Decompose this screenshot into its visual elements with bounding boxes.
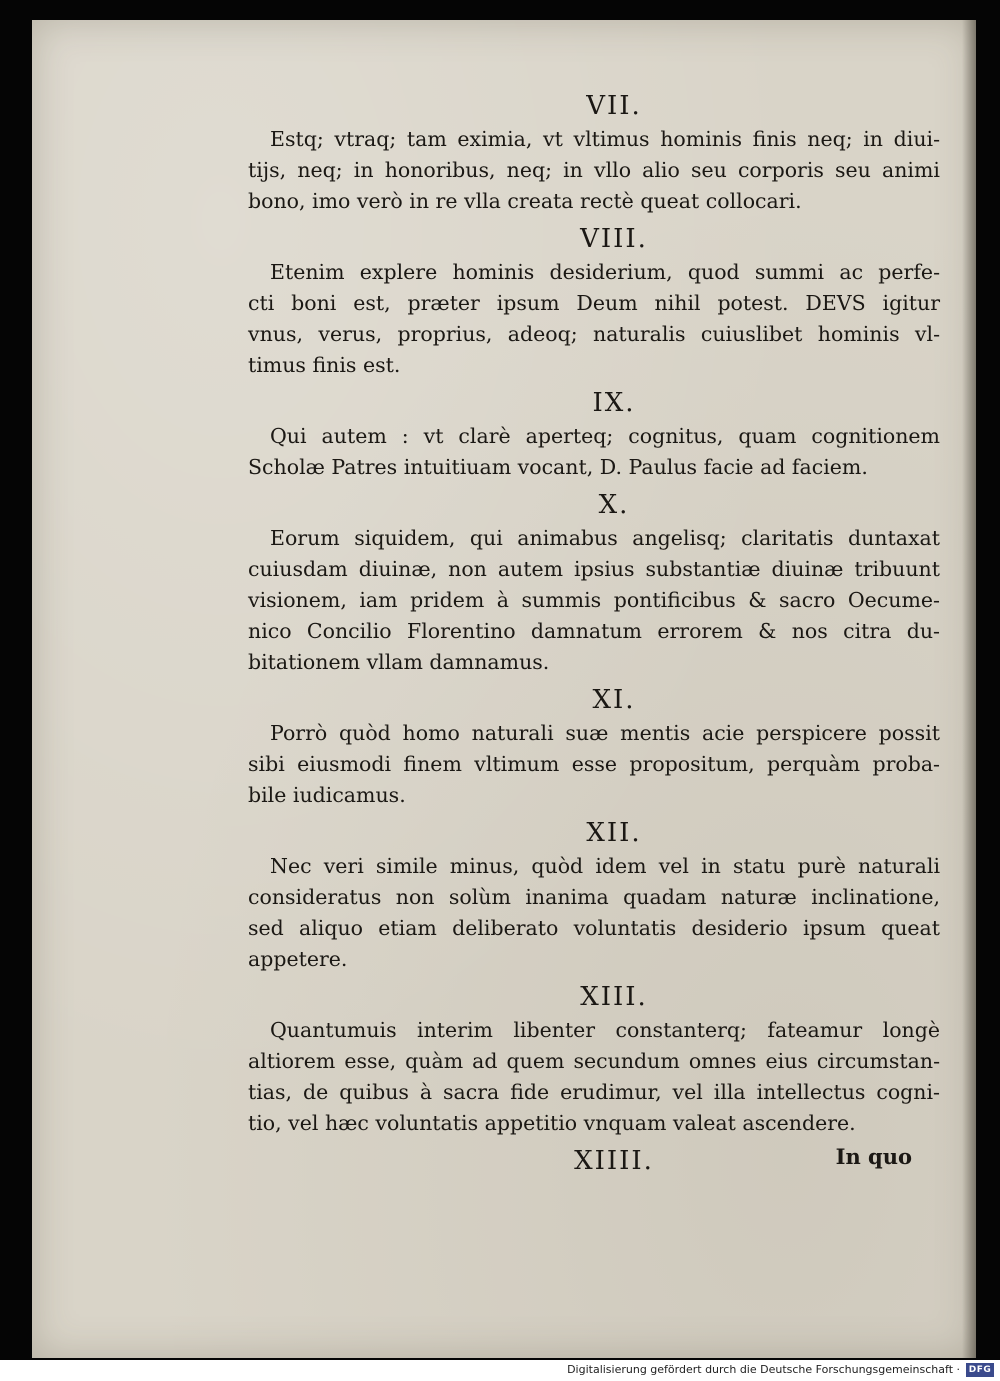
text-line: bono, imo verò in re vlla creata rectè queat collocari.	[248, 189, 802, 213]
text-line: timus finis est.	[248, 353, 401, 377]
section-paragraph	[248, 523, 940, 678]
text-line: cti boni est, præter ipsum Deum nihil potest. DEVS igitur	[248, 291, 940, 315]
catchword: In quo	[835, 1144, 912, 1169]
text-line: appetere.	[248, 947, 348, 971]
section-heading: VIII.	[580, 224, 648, 254]
text-line: Nec veri simile minus, quòd idem vel in statu purè naturali	[270, 854, 940, 878]
section-heading: XII.	[586, 818, 642, 848]
text-line: altiorem esse, quàm ad quem secundum omnes eius circumstan-	[248, 1049, 940, 1073]
text-line: tijs, neq; in honoribus, neq; in vllo alio seu corporis seu animi	[248, 158, 940, 182]
dfg-logo-icon: DFG	[966, 1363, 994, 1377]
text-line: nico Concilio Florentino damnatum errorem & nos citra du-	[248, 619, 940, 643]
text-line: consideratus non solùm inanima quadam naturæ inclinatione,	[248, 885, 940, 909]
text-line: visionem, iam pridem à summis pontificibus & sacro Oecume-	[248, 588, 940, 612]
text-line: tias, de quibus à sacra fide erudimur, vel illa intellectus cogni-	[248, 1080, 940, 1104]
text-line: Qui autem : vt clarè aperteq; cognitus, quam cognitionem	[270, 424, 940, 448]
book-page	[32, 20, 976, 1358]
section-heading: VII.	[586, 91, 642, 121]
text-line: sed aliquo etiam deliberato voluntatis desiderio ipsum queat	[248, 916, 940, 940]
text-line: tio, vel hæc voluntatis appetitio vnquam valeat ascendere.	[248, 1111, 856, 1135]
text-line: bile iudicamus.	[248, 783, 406, 807]
text-line: sibi eiusmodi finem vltimum esse propositum, perquàm proba-	[248, 752, 940, 776]
section-paragraph	[248, 1015, 940, 1139]
text-line: bitationem vllam damnamus.	[248, 650, 550, 674]
section-paragraph	[248, 851, 940, 975]
section-paragraph	[248, 124, 940, 217]
section-heading: XIIII.	[574, 1146, 654, 1176]
section-paragraph	[248, 421, 940, 483]
section-paragraph	[248, 257, 940, 381]
section-heading: X.	[598, 490, 630, 520]
section-heading: IX.	[592, 388, 636, 418]
page-text-block	[248, 88, 940, 1179]
footer-credit-text: Digitalisierung gefördert durch die Deutsche Forschungsgemeinschaft ·	[567, 1363, 960, 1376]
text-line: Quantumuis interim libenter constanterq; fateamur longè	[270, 1018, 940, 1042]
text-line: Scholæ Patres intuitiuam vocant, D. Paulus facie ad faciem.	[248, 455, 868, 479]
digitization-footer	[0, 1360, 1000, 1381]
section-heading: XI.	[592, 685, 636, 715]
text-line: Etenim explere hominis desiderium, quod summi ac perfe-	[270, 260, 940, 284]
text-line: Porrò quòd homo naturali suæ mentis acie perspicere possit	[270, 721, 940, 745]
text-line: vnus, verus, proprius, adeoq; naturalis cuiuslibet hominis vl-	[248, 322, 940, 346]
section-paragraph	[248, 718, 940, 811]
text-line: Eorum siquidem, qui animabus angelisq; claritatis duntaxat	[270, 526, 940, 550]
page-edge-shadow	[962, 20, 976, 1358]
text-line: cuiusdam diuinæ, non autem ipsius substantiæ diuinæ tribuunt	[248, 557, 940, 581]
text-line: Estq; vtraq; tam eximia, vt vltimus hominis finis neq; in diui-	[270, 127, 940, 151]
section-heading: XIII.	[580, 982, 648, 1012]
